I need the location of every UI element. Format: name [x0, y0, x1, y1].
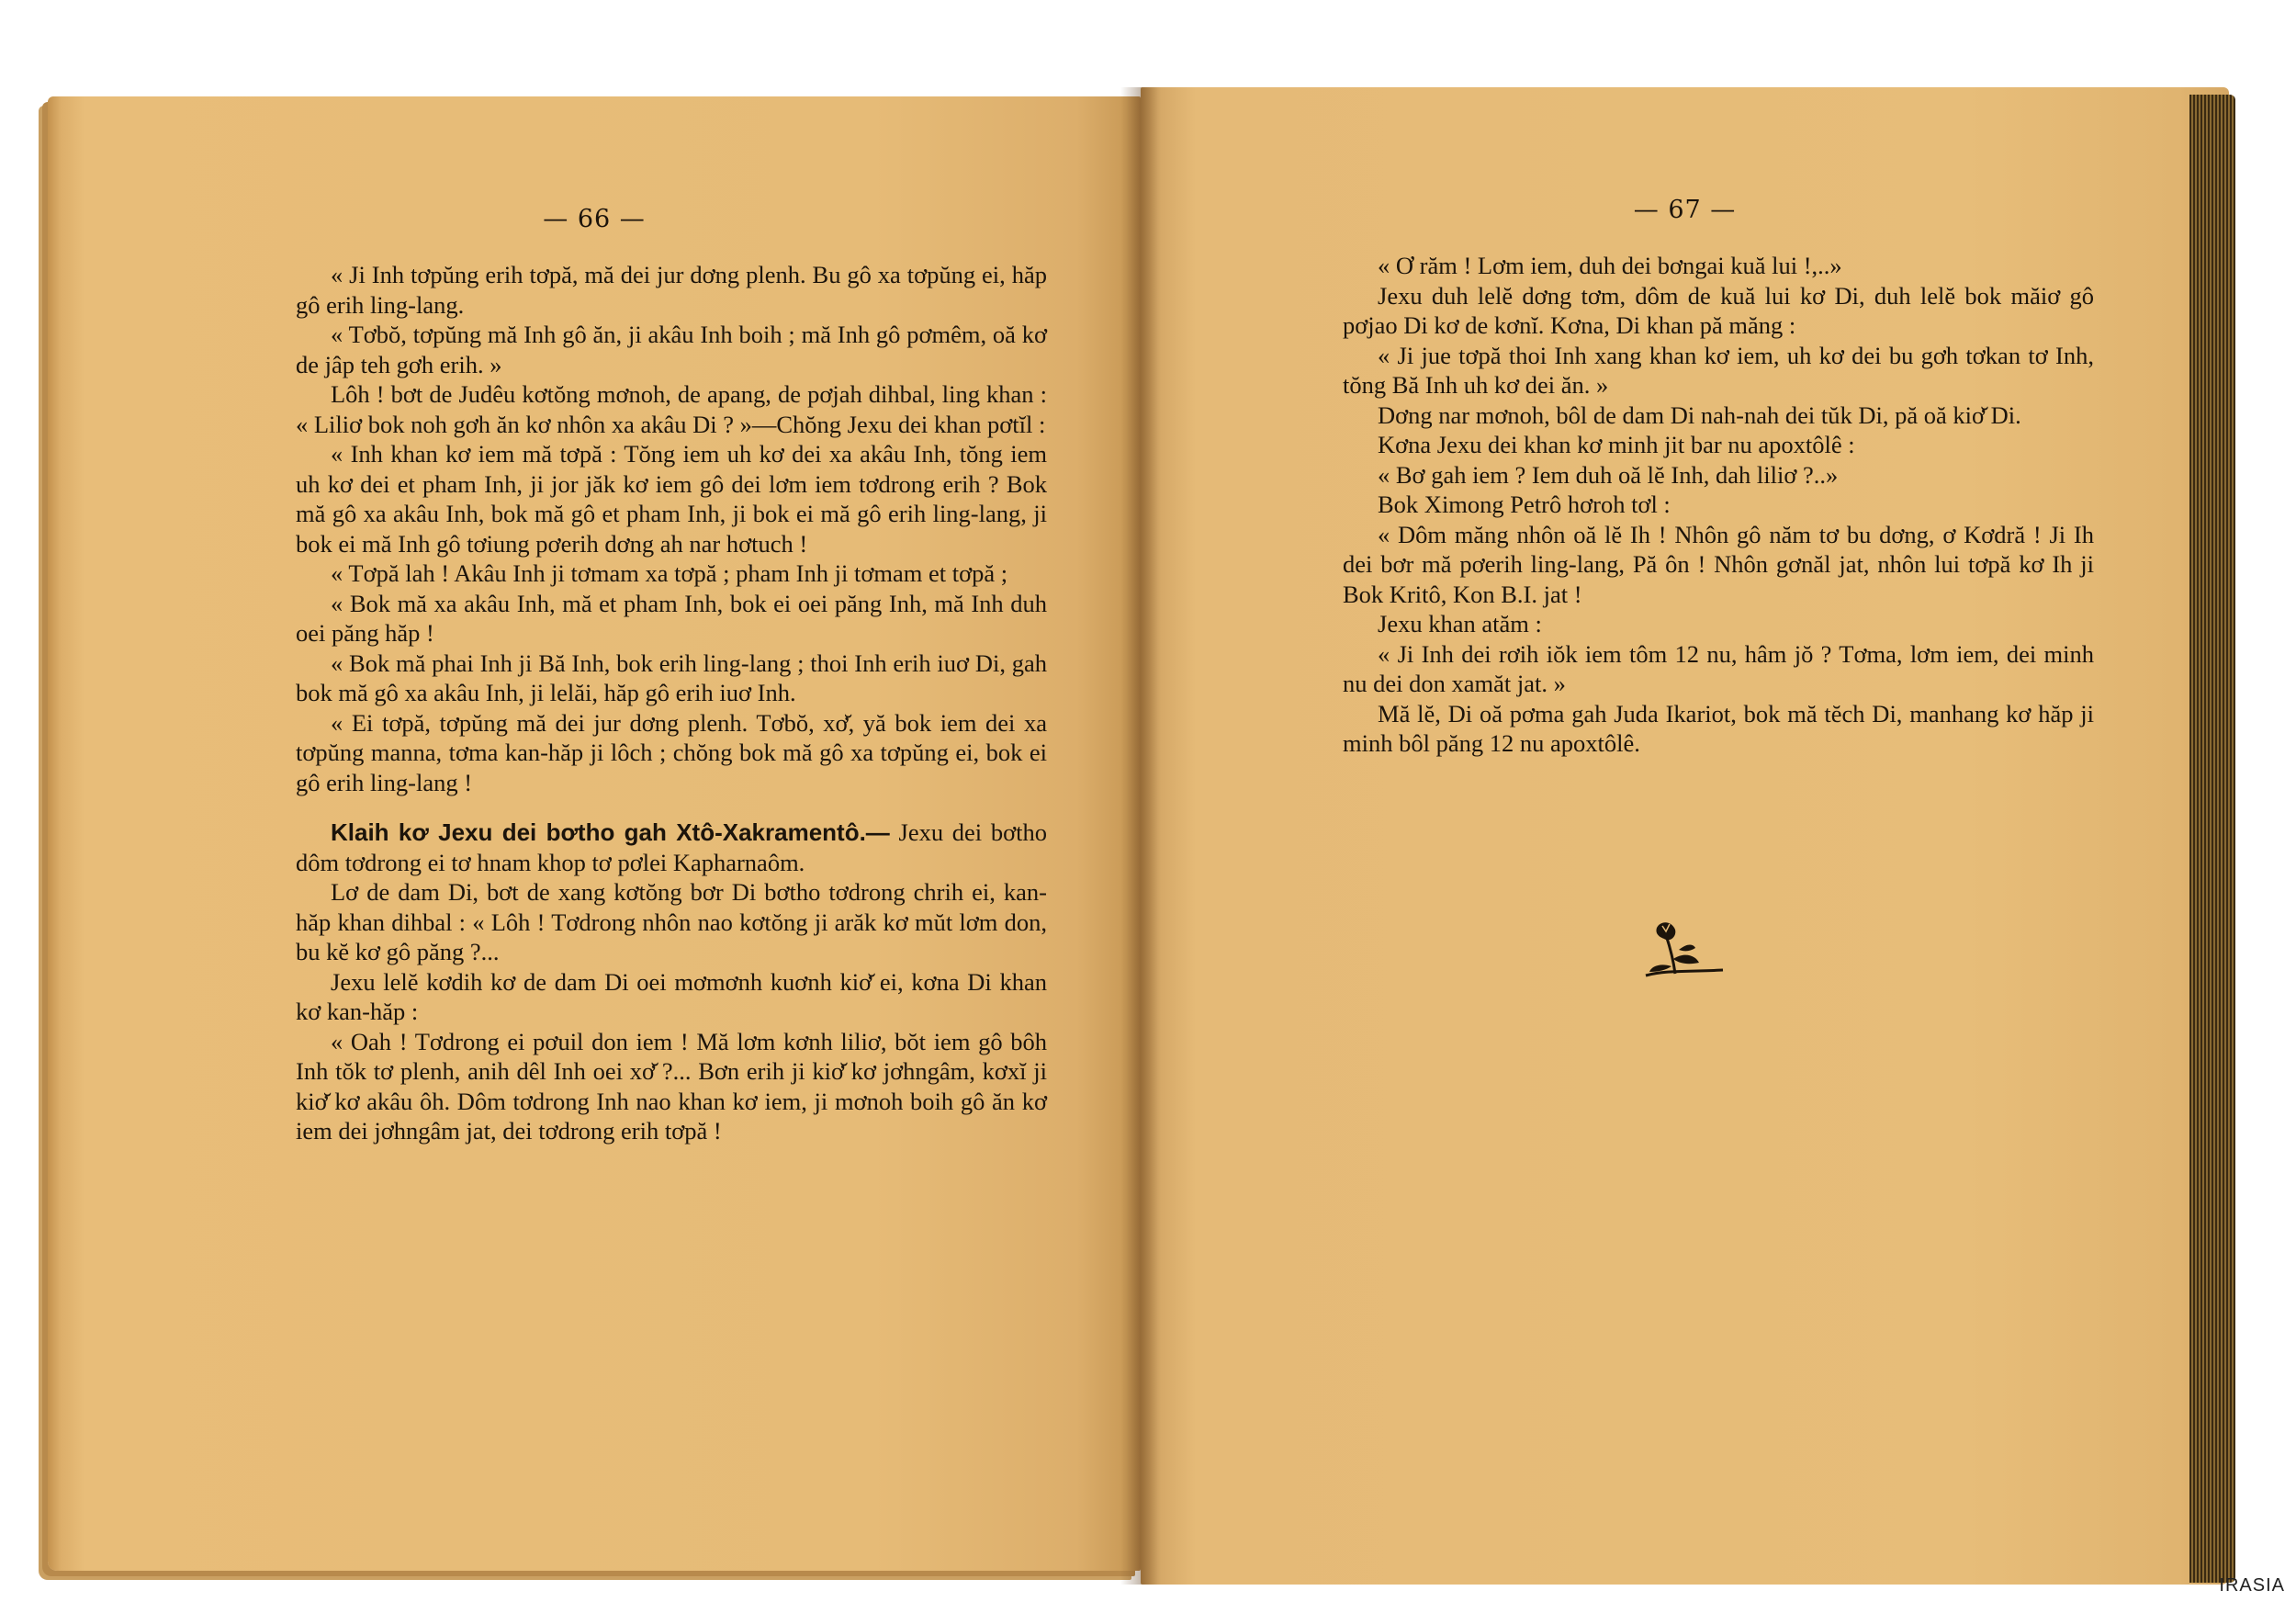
- spine-shadow: [1120, 87, 1161, 1585]
- paragraph: Jexu duh lelĕ dơng tơm, dôm de kuă lui kơ Di, duh lelĕ bok măiơ gô pơjao Di kơ de kơnĭ. Kơna, Di khan pă măng :: [1343, 281, 2094, 339]
- section-heading-rest: Jexu dei bơtho dôm tơdrong ei tơ hnam khop tơ pơlei Kapharnaôm.: [296, 818, 1048, 876]
- watermark: IRASIA: [2219, 1575, 2285, 1596]
- paragraph: « Tơpă lah ! Akâu Inh ji tơmam xa tơpă ; pham Inh ji tơmam et tơpă ;: [331, 559, 1008, 587]
- section-heading-paragraph: [296, 818, 1047, 877]
- right-page: [1141, 87, 2229, 1585]
- paragraph: Kơna Jexu dei khan kơ minh jit bar nu apoxtôlê :: [1378, 431, 1855, 458]
- paragraph: « Bok mă xa akâu Inh, mă et pham Inh, bok ei oei păng Inh, mă Inh duh oei păng hăp !: [296, 589, 1047, 647]
- flower-ornament-icon: [1638, 919, 1730, 987]
- paragraph: Mă lĕ, Di oă pơma gah Juda Ikariot, bok mă tĕch Di, manhang kơ hăp ji minh bôl păng 12 nu apoxtôlê.: [1343, 699, 2094, 757]
- right-page-text: [1343, 251, 2094, 759]
- paragraph: « Dôm măng nhôn oă lĕ Ih ! Nhôn gô năm tơ bu dơng, ơ Kơdră ! Ji Ih dei bơr mă pơerih ling-lang, Pă ôn ! Nhôn gơnăl jat, nhôn lui tơpă kơ Ih ji Bok Kritô, Kon B.I. jat !: [1343, 520, 2094, 608]
- paragraph: « Tơbŏ, tơpŭng mă Inh gô ăn, ji akâu Inh boih ; mă Inh gô pơmêm, oă kơ de jâp teh gơh erih. »: [296, 321, 1047, 378]
- right-page-number: — 67 —: [1633, 196, 1737, 224]
- left-page-text: [296, 260, 1047, 1146]
- paragraph: « Bơ gah iem ? Iem duh oă lĕ Inh, dah liliơ ?..»: [1378, 460, 1839, 489]
- left-page-number: — 66 —: [543, 205, 646, 233]
- paragraph: Lơ de dam Di, bơt de xang kơtŏng bơr Di bơtho tơdrong chrih ei, kan-hăp khan dihbal : « Lôh ! Tơdrong nhôn nao kơtŏng ji arăk kơ mŭt lơm don, bu kĕ kơ gô păng ?...: [296, 878, 1047, 965]
- section-heading: Klaih kơ Jexu dei bơtho gah Xtô-Xakramentô.—: [331, 818, 890, 846]
- paragraph: Jexu khan atăm :: [1378, 610, 1542, 637]
- paragraph: « Ơ răm ! Lơm iem, duh dei bơngai kuă lui !,..»: [1378, 252, 1842, 279]
- left-page: [48, 96, 1141, 1571]
- page-edges: [2189, 95, 2235, 1583]
- paragraph: « Oah ! Tơdrong ei pơuil don iem ! Mă lơm kơnh liliơ, bŏt iem gô bôh Inh tŏk tơ plenh, anih dêl Inh oei xơ̆ ?... Bơn erih ji kiơ̆ kơ jơhngâm, kơxĭ ji kiơ̆ kơ akâu ôh. Dôm tơdrong Inh nao khan kơ iem, ji mơnoh boih gô ăn kơ iem dei jơhngâm jat, dei tơdrong erih tơpă !: [296, 1027, 1047, 1145]
- paragraph: Dơng nar mơnoh, bôl de dam Di nah-nah dei tŭk Di, pă oă kiơ̆ Di.: [1378, 400, 2021, 429]
- paragraph: « Ei tơpă, tơpŭng mă dei jur dơng plenh. Tơbŏ, xơ̆, yă bok iem dei xa tơpŭng manna, tơma kan-hăp ji lôch ; chŏng bok mă gô xa tơpŭng ei, bok ei gô erih ling-lang !: [296, 708, 1047, 796]
- paragraph: Jexu lelĕ kơdih kơ de dam Di oei mơmơnh kuơnh kiơ̆ ei, kơna Di khan kơ kan-hăp :: [296, 967, 1047, 1025]
- paragraph: « Ji Inh dei rơih iŏk iem tôm 12 nu, hâm jŏ ? Tơma, lơm iem, dei minh nu dei don xamăt jat. »: [1343, 639, 2094, 697]
- paragraph: « Ji Inh tơpŭng erih tơpă, mă dei jur dơng plenh. Bu gô xa tơpŭng ei, hăp gô erih ling-lang.: [296, 261, 1047, 319]
- open-book: [48, 87, 2229, 1585]
- paragraph: « Inh khan kơ iem mă tơpă : Tŏng iem uh kơ dei xa akâu Inh, tŏng iem uh kơ dei et pham Inh, ji jor jăk kơ iem gô dei lơm iem tơdrong erih ? Bok mă gô xa akâu Inh, bok mă gô et pham Inh, ji bok ei mă gô erih ling-lang, ji bok ei mă Inh gô tơiung pơerih dơng ah nar hơtuch !: [296, 440, 1047, 558]
- paragraph: Bok Ximong Petrô hơroh tơl :: [1378, 491, 1671, 518]
- paragraph: « Bok mă phai Inh ji Bă Inh, bok erih ling-lang ; thoi Inh erih iuơ Di, gah bok mă gô xa akâu Inh, ji lelăi, hăp gô erih iuơ Inh.: [296, 649, 1047, 706]
- paragraph: « Ji jue tơpă thoi Inh xang khan kơ iem, uh kơ dei bu gơh tơkan tơ Inh, tŏng Bă Inh uh kơ dei ăn. »: [1343, 341, 2094, 399]
- paragraph: Lôh ! bơt de Judêu kơtŏng mơnoh, de apang, de pơjah dihbal, ling khan : « Liliơ bok noh gơh ăn kơ nhôn xa akâu Di ? »—Chŏng Jexu dei khan pơtĭl :: [296, 380, 1047, 438]
